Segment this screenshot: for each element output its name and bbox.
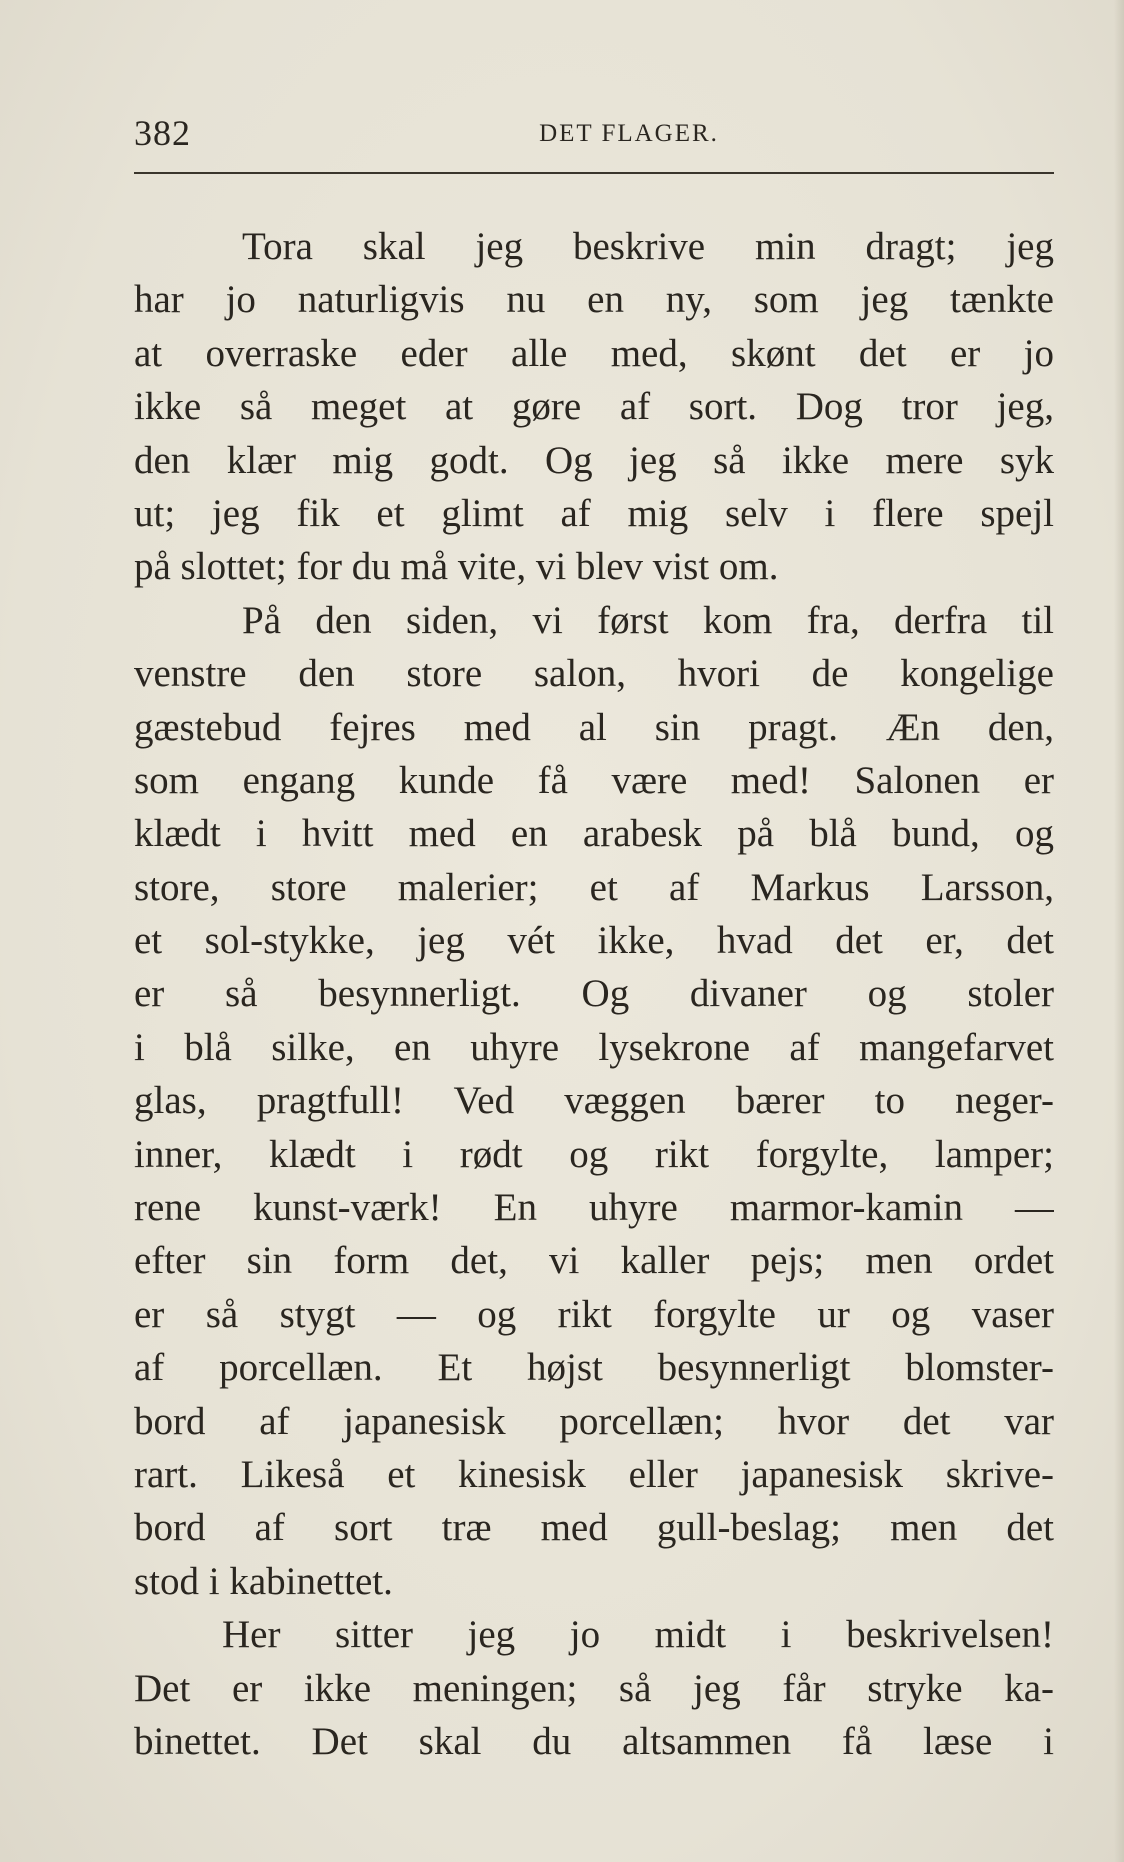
text-line: På den siden, vi først kom fra, derfra til <box>242 598 1054 642</box>
text-line: gæstebud fejres med al sin pragt. Æn den, <box>134 705 1054 749</box>
text-line: at overraske eder alle med, skønt det er jo <box>134 331 1054 375</box>
text-line: efter sin form det, vi kaller pejs; men ordet <box>134 1239 1054 1283</box>
header-rule <box>134 172 1054 174</box>
text-line: af porcellæn. Et højst besynnerligt blomster- <box>134 1346 1054 1390</box>
text-line: bord af sort træ med gull-beslag; men det <box>134 1506 1054 1550</box>
text-line: inner, klædt i rødt og rikt forgylte, lamper; <box>134 1132 1054 1176</box>
text-line: glas, pragtfull! Ved væggen bærer to neger- <box>134 1079 1054 1123</box>
text-line: Det er ikke meningen; så jeg får stryke ka- <box>134 1666 1054 1710</box>
text-line: på slottet; for du må vite, vi blev vist om. <box>134 545 779 589</box>
text-line: er så besynnerligt. Og divaner og stoler <box>134 972 1054 1016</box>
text-line: er så stygt — og rikt forgylte ur og vaser <box>134 1292 1054 1336</box>
body-text <box>134 220 1054 1768</box>
page-edge-shadow <box>1114 0 1124 1862</box>
text-line: binettet. Det skal du altsammen få læse i <box>134 1719 1054 1763</box>
text-line: ikke så meget at gøre af sort. Dog tror jeg, <box>134 385 1054 429</box>
running-title: DET FLAGER. <box>539 120 719 147</box>
text-line: klædt i hvitt med en arabesk på blå bund, og <box>134 812 1054 856</box>
text-line: ut; jeg fik et glimt af mig selv i flere spejl <box>134 491 1054 535</box>
text-line: bord af japanesisk porcellæn; hvor det var <box>134 1399 1054 1443</box>
page-number: 382 <box>134 113 191 153</box>
text-line: Tora skal jeg beskrive min dragt; jeg <box>242 225 1054 268</box>
text-line: har jo naturligvis nu en ny, som jeg tænkte <box>134 278 1054 322</box>
text-line: rene kunst-værk! En uhyre marmor-kamin — <box>134 1186 1054 1230</box>
text-line: rart. Likeså et kinesisk eller japanesisk skrive- <box>134 1452 1054 1496</box>
text-line: stod i kabinettet. <box>134 1559 393 1603</box>
text-line: et sol-stykke, jeg vét ikke, hvad det er, det <box>134 919 1054 963</box>
page-header <box>134 108 1054 158</box>
text-line: Her sitter jeg jo midt i beskrivelsen! <box>222 1613 1054 1657</box>
text-line: store, store malerier; et af Markus Larsson, <box>134 865 1054 909</box>
text-line: i blå silke, en uhyre lysekrone af mangefarvet <box>134 1025 1054 1069</box>
text-line: den klær mig godt. Og jeg så ikke mere syk <box>134 438 1054 482</box>
text-line: venstre den store salon, hvori de kongelige <box>134 652 1054 696</box>
text-line: som engang kunde få være med! Salonen er <box>134 758 1054 802</box>
